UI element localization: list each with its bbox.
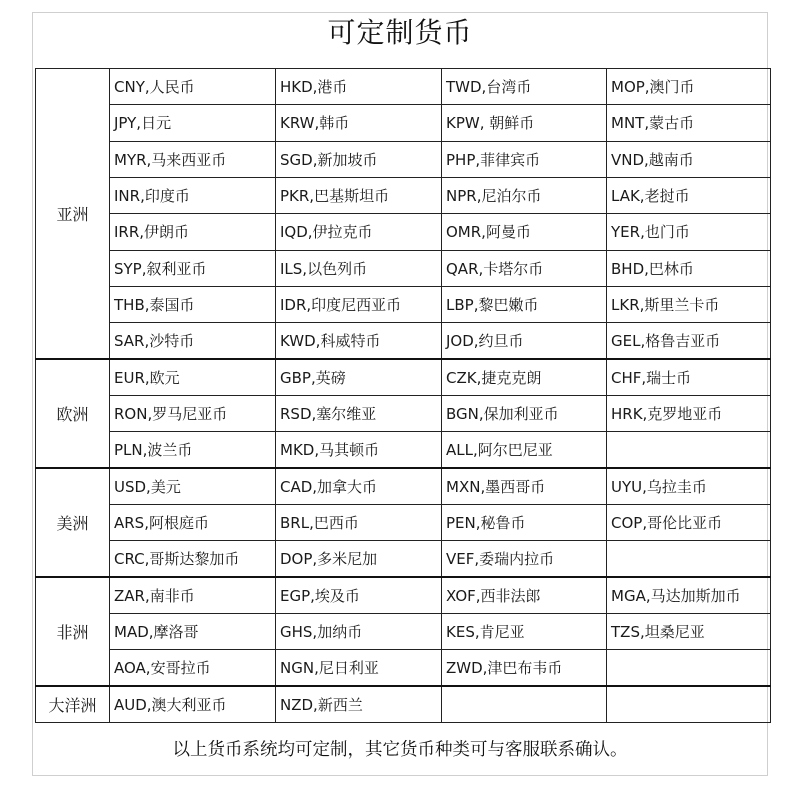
table-row (36, 359, 771, 395)
currency-cell: GEL,格鲁吉亚币 (607, 323, 771, 359)
currency-cell (607, 686, 771, 722)
currency-table (35, 68, 771, 723)
currency-cell: LAK,老挝币 (607, 177, 771, 213)
currency-cell: HRK,克罗地亚币 (607, 395, 771, 431)
currency-cell: ILS,以色列币 (276, 250, 442, 286)
currency-cell: IRR,伊朗币 (110, 214, 276, 250)
table-row (36, 541, 771, 577)
currency-cell: TWD,台湾币 (442, 69, 607, 105)
footer-note: 以上货币系统均可定制，其它货币种类可与客服联系确认。 (172, 740, 628, 760)
currency-cell: SGD,新加坡币 (276, 141, 442, 177)
region-label: 欧洲 (36, 359, 110, 468)
region-label: 美洲 (36, 468, 110, 577)
table-row (36, 432, 771, 468)
table-row (36, 468, 771, 504)
currency-cell: SYP,叙利亚币 (110, 250, 276, 286)
table-row (36, 286, 771, 322)
currency-cell: MNT,蒙古币 (607, 105, 771, 141)
currency-cell: MAD,摩洛哥 (110, 613, 276, 649)
currency-cell: AUD,澳大利亚币 (110, 686, 276, 722)
currency-cell: BHD,巴林币 (607, 250, 771, 286)
currency-cell: IDR,印度尼西亚币 (276, 286, 442, 322)
table-row (36, 395, 771, 431)
currency-cell: VEF,委瑞内拉币 (442, 541, 607, 577)
table-row (36, 686, 771, 722)
currency-cell: GHS,加纳币 (276, 613, 442, 649)
currency-cell: PKR,巴基斯坦币 (276, 177, 442, 213)
currency-cell: RON,罗马尼亚币 (110, 395, 276, 431)
currency-cell: MKD,马其顿币 (276, 432, 442, 468)
currency-cell: MYR,马来西亚币 (110, 141, 276, 177)
currency-cell: QAR,卡塔尔币 (442, 250, 607, 286)
currency-cell: JOD,约旦币 (442, 323, 607, 359)
currency-cell: HKD,港币 (276, 69, 442, 105)
table-row (36, 250, 771, 286)
currency-cell: MXN,墨西哥币 (442, 468, 607, 504)
region-label: 大洋洲 (36, 686, 110, 722)
currency-cell: OMR,阿曼币 (442, 214, 607, 250)
currency-cell: TZS,坦桑尼亚 (607, 613, 771, 649)
table-row (36, 650, 771, 686)
currency-cell: ALL,阿尔巴尼亚 (442, 432, 607, 468)
currency-cell: KES,肯尼亚 (442, 613, 607, 649)
currency-cell: NPR,尼泊尔币 (442, 177, 607, 213)
currency-cell: LKR,斯里兰卡币 (607, 286, 771, 322)
currency-cell: ARS,阿根庭币 (110, 504, 276, 540)
currency-cell: COP,哥伦比亚币 (607, 504, 771, 540)
currency-cell: SAR,沙特币 (110, 323, 276, 359)
table-row (36, 214, 771, 250)
currency-cell: PHP,菲律宾币 (442, 141, 607, 177)
currency-cell: NZD,新西兰 (276, 686, 442, 722)
table-row (36, 69, 771, 105)
region-label: 非洲 (36, 577, 110, 686)
currency-cell: PLN,波兰币 (110, 432, 276, 468)
region-label: 亚洲 (36, 69, 110, 360)
currency-cell: INR,印度币 (110, 177, 276, 213)
currency-cell (442, 686, 607, 722)
currency-cell: CHF,瑞士币 (607, 359, 771, 395)
currency-cell: THB,泰国币 (110, 286, 276, 322)
currency-cell: CNY,人民币 (110, 69, 276, 105)
currency-cell: JPY,日元 (110, 105, 276, 141)
currency-cell: IQD,伊拉克币 (276, 214, 442, 250)
currency-cell: RSD,塞尔维亚 (276, 395, 442, 431)
currency-cell: YER,也门币 (607, 214, 771, 250)
page-title: 可定制货币 (327, 16, 473, 49)
currency-cell: CRC,哥斯达黎加币 (110, 541, 276, 577)
currency-cell: ZAR,南非币 (110, 577, 276, 613)
currency-cell: ZWD,津巴布韦币 (442, 650, 607, 686)
currency-cell: BGN,保加利亚币 (442, 395, 607, 431)
currency-cell: BRL,巴西币 (276, 504, 442, 540)
currency-cell: XOF,西非法郎 (442, 577, 607, 613)
table-row (36, 613, 771, 649)
currency-cell: GBP,英磅 (276, 359, 442, 395)
currency-cell (607, 432, 771, 468)
currency-cell: USD,美元 (110, 468, 276, 504)
currency-cell: VND,越南币 (607, 141, 771, 177)
currency-cell: CAD,加拿大币 (276, 468, 442, 504)
currency-cell: PEN,秘鲁币 (442, 504, 607, 540)
table-row (36, 105, 771, 141)
currency-cell: MGA,马达加斯加币 (607, 577, 771, 613)
currency-cell: MOP,澳门币 (607, 69, 771, 105)
currency-cell: UYU,乌拉圭币 (607, 468, 771, 504)
currency-cell: KPW, 朝鲜币 (442, 105, 607, 141)
table-row (36, 141, 771, 177)
table-row (36, 504, 771, 540)
currency-cell: EGP,埃及币 (276, 577, 442, 613)
currency-cell: CZK,捷克克朗 (442, 359, 607, 395)
currency-cell: KRW,韩币 (276, 105, 442, 141)
table-row (36, 577, 771, 613)
currency-table-body (36, 69, 771, 723)
currency-cell (607, 541, 771, 577)
table-row (36, 323, 771, 359)
currency-cell (607, 650, 771, 686)
currency-cell: LBP,黎巴嫩币 (442, 286, 607, 322)
table-row (36, 177, 771, 213)
currency-cell: EUR,欧元 (110, 359, 276, 395)
currency-cell: NGN,尼日利亚 (276, 650, 442, 686)
currency-cell: DOP,多米尼加 (276, 541, 442, 577)
currency-cell: AOA,安哥拉币 (110, 650, 276, 686)
currency-cell: KWD,科威特币 (276, 323, 442, 359)
